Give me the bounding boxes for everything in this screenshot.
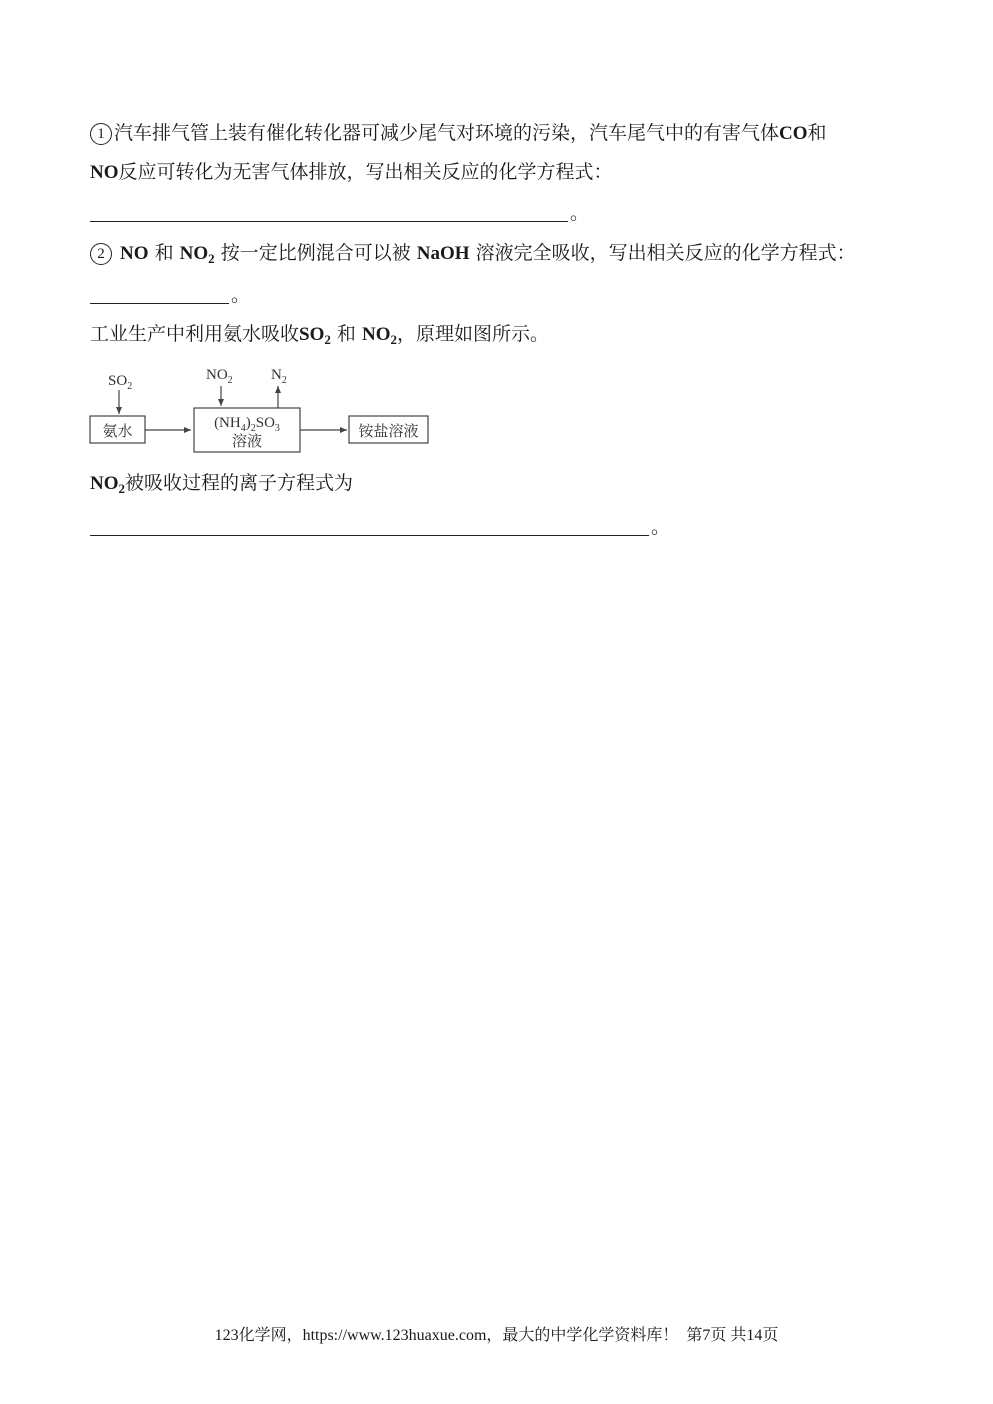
- box-ammonium-sulfite-solution: 溶液: [231, 434, 263, 450]
- q3-no2: $NO_2$: [90, 473, 125, 496]
- q2-naoh: NaOH: [416, 243, 470, 264]
- q1-he: 和: [807, 122, 827, 144]
- page-footer: [0, 1322, 993, 1345]
- q2-no: NO: [120, 243, 149, 264]
- q2-line1: [90, 240, 856, 272]
- q2-period: 。: [231, 284, 251, 306]
- diagram-no2-label: $NO_2$: [206, 367, 233, 386]
- q2-answer-blank[interactable]: [90, 280, 250, 304]
- box-ammonium-sulfite-formula: $(NH_4)_2SO_3$: [214, 415, 280, 434]
- q1-number-marker: 1: [90, 123, 112, 145]
- box-ammonium-salt-label: 铵盐溶液: [358, 424, 419, 440]
- diagram-so2-label: $SO_2$: [108, 373, 133, 392]
- q2-he: 和: [154, 242, 174, 264]
- process-flow-diagram: [88, 364, 433, 456]
- q3-text: 被吸收过程的离子方程式为: [125, 472, 354, 494]
- q3-period: 。: [651, 516, 671, 538]
- industry-tail: ，原理如图所示。: [396, 323, 549, 345]
- q2-number-marker: 2: [90, 243, 112, 265]
- industry-no2: $NO_2$: [361, 324, 397, 347]
- footer-site: 123化学网，https://www.123huaxue.com，最大的中学化学资料库！: [214, 1327, 679, 1344]
- box-ammonia-label: 氨水: [102, 424, 133, 440]
- q1-line2: [90, 159, 613, 186]
- industry-line: [90, 321, 549, 353]
- q3-answer-blank[interactable]: [90, 512, 670, 536]
- q1-line1: [90, 120, 827, 147]
- q1-no: NO: [90, 162, 119, 183]
- q1-text2: 反应可转化为无害气体排放，写出相关反应的化学方程式：: [118, 161, 613, 183]
- diagram-n2-label: $N_2$: [271, 367, 287, 386]
- q1-text: 汽车排气管上装有催化转化器可减少尾气对环境的污染，汽车尾气中的有害气体: [114, 122, 780, 144]
- q2-no2: $NO_2$: [179, 243, 215, 266]
- industry-so2: $SO_2$: [299, 324, 331, 347]
- industry-lead: 工业生产中利用氨水吸收: [90, 323, 300, 345]
- q1-period: 。: [570, 202, 590, 224]
- footer-page-number: 第7页 共14页: [686, 1327, 779, 1344]
- q1-co: CO: [779, 123, 808, 144]
- q2-mid: 按一定比例混合可以被: [220, 242, 411, 264]
- q1-answer-blank[interactable]: [90, 198, 590, 222]
- q2-end: 溶液完全吸收，写出相关反应的化学方程式：: [475, 242, 856, 264]
- industry-he: 和: [336, 323, 356, 345]
- q3-line: [90, 470, 353, 502]
